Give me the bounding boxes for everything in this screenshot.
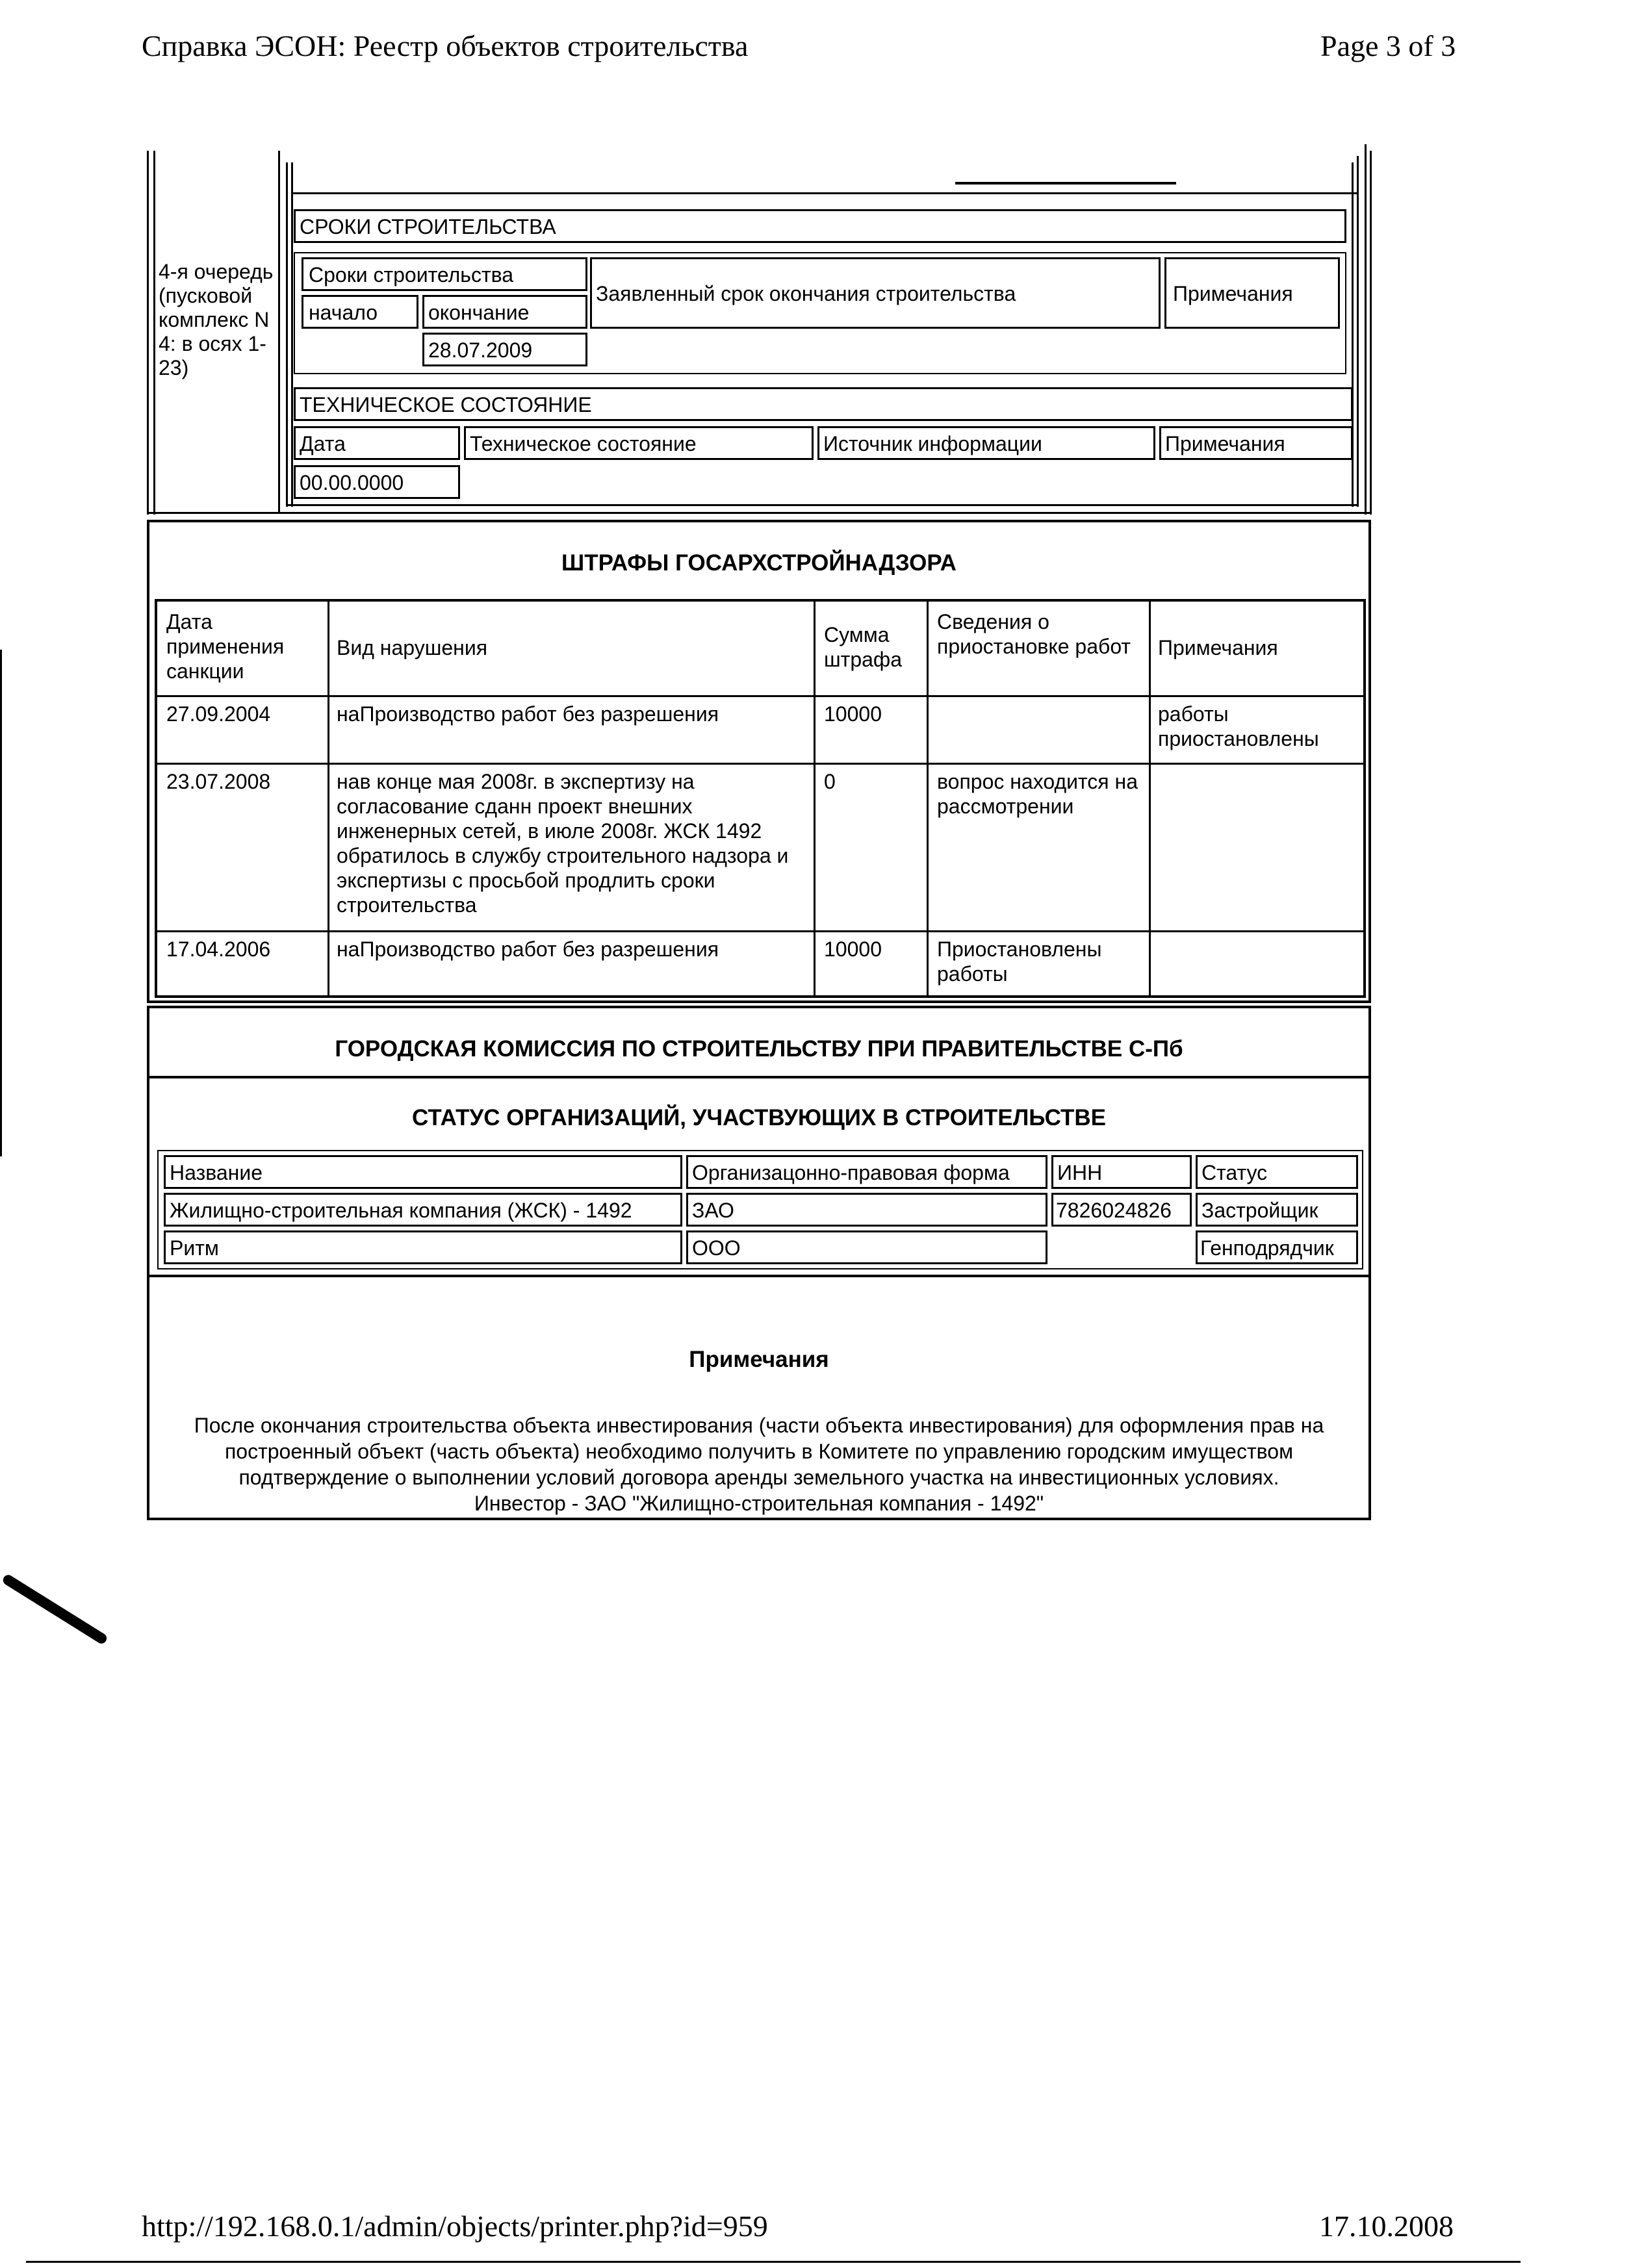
notes-text: После окончания строительства объекта инвестирования (части объекта инвестирования) для оформления прав на построенный объект (часть объекта) необходимо получить в Комитете по управлению городским имуществом подтверждение о выполнении условий договора аренды земельного участка на инвестиционных условиях.	[194, 1414, 1324, 1489]
orgs-col-status: Статус	[1196, 1155, 1358, 1189]
terms-end-value: 28.07.2009	[422, 333, 587, 366]
orgs-section	[147, 1076, 1371, 1277]
terms-start-label: начало	[302, 295, 418, 329]
tech-col-date: Дата	[294, 426, 460, 460]
scan-edge-line	[0, 650, 2, 1156]
org-status: Генподрядчик	[1196, 1230, 1358, 1264]
terms-notes-label: Примечания	[1164, 257, 1340, 329]
page-title: Справка ЭСОН: Реестр объектов строительства	[142, 29, 749, 62]
notes-title: Примечания	[689, 1347, 829, 1372]
org-status: Застройщик	[1196, 1193, 1358, 1227]
fine-date: 27.09.2004	[166, 702, 271, 726]
fines-col-violation: Вид нарушения	[337, 636, 488, 659]
tech-col-notes: Примечания	[1159, 426, 1353, 460]
fine-amount: 10000	[824, 702, 882, 726]
page-number: Page 3 of 3	[1320, 29, 1456, 62]
org-name: Жилищно-строительная компания (ЖСК) - 1492	[164, 1193, 682, 1227]
orgs-title: СТАТУС ОРГАНИЗАЦИЙ, УЧАСТВУЮЩИХ В СТРОИТЕЛЬСТВЕ	[412, 1105, 1106, 1130]
fines-col-suspension: Сведения о приостановке работ	[937, 610, 1131, 658]
org-name: Ритм	[164, 1230, 682, 1264]
tech-col-state: Техническое состояние	[464, 426, 814, 460]
notes-section	[147, 1275, 1371, 1520]
fine-violation: наПроизводство работ без разрешения	[337, 937, 719, 961]
declared-end-label: Заявленный срок окончания строительства	[590, 257, 1161, 329]
org-inn: 7826024826	[1051, 1193, 1192, 1227]
terms-end-label: окончание	[422, 295, 587, 329]
footer-date: 17.10.2008	[1319, 2210, 1454, 2243]
fine-date: 23.07.2008	[166, 770, 271, 793]
fine-date: 17.04.2006	[166, 937, 271, 961]
scan-stroke	[1, 1573, 109, 1646]
queue-label: 4-я очередь (пусковой комплекс N 4: в осях 1-23)	[159, 260, 274, 379]
terms-group-label: Сроки строительства	[302, 257, 587, 291]
commission-title: ГОРОДСКАЯ КОМИССИЯ ПО СТРОИТЕЛЬСТВУ ПРИ ПРАВИТЕЛЬСТВЕ С-Пб	[335, 1036, 1183, 1062]
fine-violation: нав конце мая 2008г. в экспертизу на согласование сданн проект внешних инженерных сетей, в июле 2008г. ЖСК 1492 обратилось в службу строительного надзора и экспертизы с просьбой продлить сроки строительства	[337, 770, 789, 917]
orgs-col-name: Название	[164, 1155, 682, 1189]
fine-amount: 10000	[824, 937, 882, 961]
org-form: ЗАО	[686, 1193, 1047, 1227]
org-form: ООО	[686, 1230, 1047, 1264]
orgs-col-inn: ИНН	[1051, 1155, 1192, 1189]
tech-col-source: Источник информации	[817, 426, 1155, 460]
scan-bottom-line	[26, 2261, 1521, 2263]
fine-amount: 0	[824, 770, 836, 793]
fines-col-amount: Сумма штрафа	[824, 623, 903, 671]
commission-section	[147, 1006, 1371, 1078]
fines-table	[155, 599, 1366, 998]
notes-investor: Инвестор - ЗАО "Жилищно-строительная компания - 1492"	[474, 1492, 1044, 1515]
orgs-col-form: Организацонно-правовая форма	[686, 1155, 1047, 1189]
fine-notes: работы приостановлены	[1158, 702, 1319, 750]
fine-violation: наПроизводство работ без разрешения	[337, 702, 719, 726]
tech-date-value: 00.00.0000	[294, 465, 460, 499]
footer-url: http://192.168.0.1/admin/objects/printer.php?id=959	[142, 2210, 768, 2243]
fine-suspension: вопрос находится на рассмотрении	[937, 770, 1138, 818]
fines-title: ШТРАФЫ ГОСАРХСТРОЙНАДЗОРА	[561, 550, 957, 576]
fines-section	[147, 520, 1371, 1003]
fines-col-notes: Примечания	[1158, 636, 1278, 659]
tech-state-header: ТЕХНИЧЕСКОЕ СОСТОЯНИЕ	[294, 387, 1353, 421]
build-terms-header: СРОКИ СТРОИТЕЛЬСТВА	[294, 209, 1346, 243]
fine-suspension: Приостановлены работы	[937, 937, 1102, 986]
fines-col-date: Дата применения санкции	[166, 610, 285, 683]
